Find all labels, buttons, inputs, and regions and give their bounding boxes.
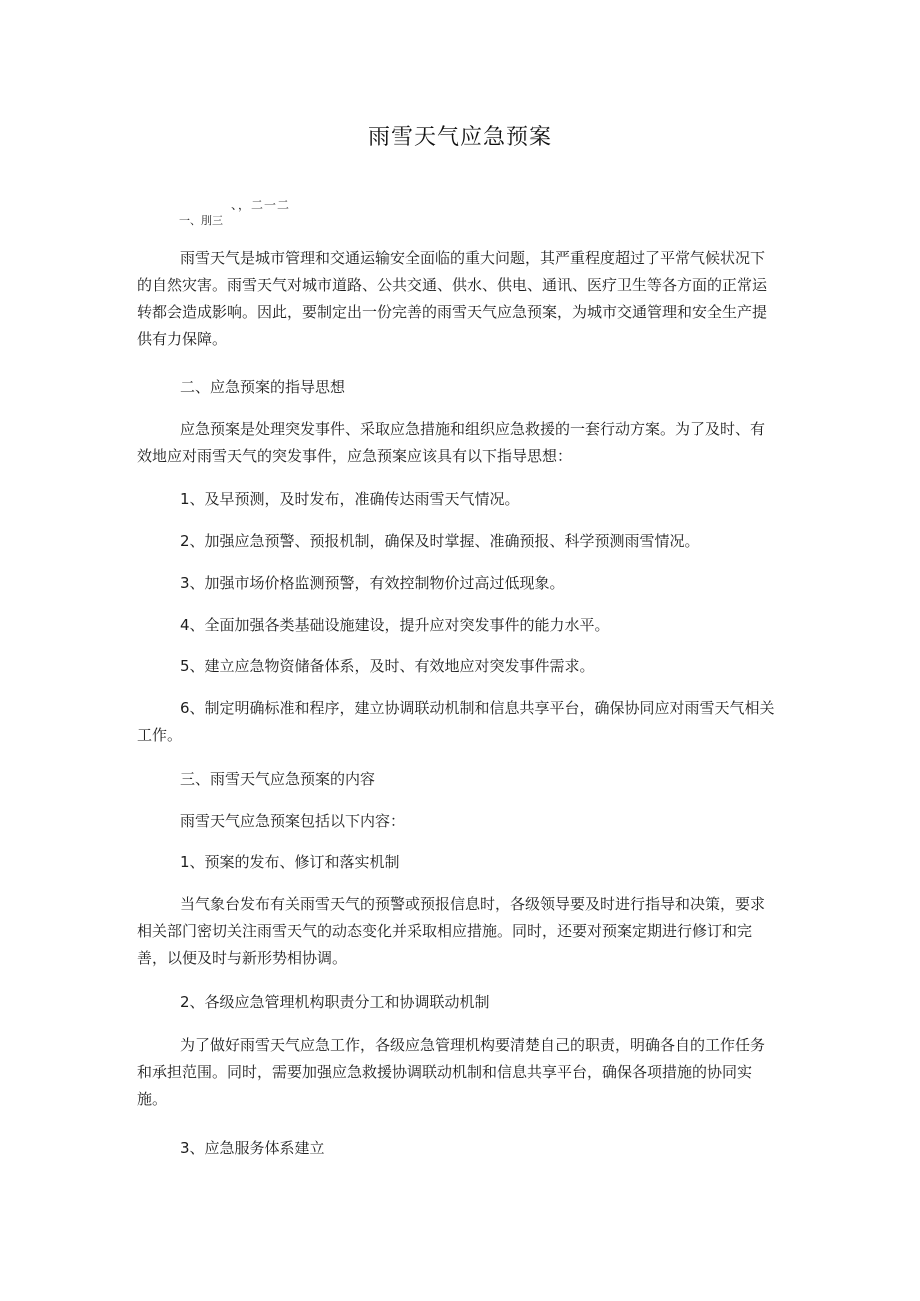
subheading-text: 2、各级应急管理机构职责分工和协调联动机制	[180, 993, 490, 1011]
list-item-text: 工作。	[137, 726, 183, 744]
paragraph-line: 雨雪天气是城市管理和交通运输安全面临的重大问题，其严重程度超过了平常气候状况下	[180, 249, 766, 267]
paragraph-content-intro	[137, 808, 797, 835]
paragraph-line: 供有力保障。	[137, 330, 228, 348]
document-title: 雨雪天气应急预案	[367, 125, 552, 150]
paragraph-line: 当气象台发布有关雨雪天气的预警或预报信息时，各级领导要及时进行指导和决策，要求	[180, 895, 766, 913]
list-item-text: 2、加强应急预警、预报机制，确保及时掌握、准确预报、科学预测雨雪情况。	[180, 532, 700, 550]
paragraph-line: 施。	[137, 1090, 168, 1108]
paragraph-line: 的自然灾害。雨雪天气对城市道路、公共交通、供水、供电、通讯、医疗卫生等各方面的正常运	[137, 276, 768, 294]
paragraph-preface	[137, 245, 797, 353]
subheading-text: 1、预案的发布、修订和落实机制	[180, 853, 400, 871]
paragraph-line: 为了做好雨雪天气应急工作，各级应急管理机构要清楚自己的职责，明确各自的工作任务	[180, 1036, 766, 1054]
paragraph-line: 效地应对雨雪天气的突发事件，应急预案应该具有以下指导思想：	[137, 447, 573, 465]
list-item-text: 6、制定明确标准和程序，建立协调联动机制和信息共享平台，确保协同应对雨雪天气相关	[180, 699, 775, 717]
section-heading-guiding-thought	[137, 374, 797, 401]
list-item	[137, 486, 797, 513]
subheading	[137, 849, 797, 876]
list-item-text: 1、及早预测，及时发布，准确传达雨雪天气情况。	[180, 490, 520, 508]
section-heading-garbled-top: 、，二一二	[231, 198, 291, 212]
section-heading-garbled-bottom: 一、刖三	[179, 214, 223, 227]
paragraph-line: 善，以便及时与新形势相协调。	[137, 949, 348, 967]
paragraph-release-revision	[137, 891, 797, 972]
heading-text: 二、应急预案的指导思想	[180, 378, 346, 396]
paragraph-line: 雨雪天气应急预案包括以下内容：	[180, 812, 406, 830]
list-item	[137, 612, 797, 639]
list-item-text: 5、建立应急物资储备体系，及时、有效地应对突发事件需求。	[180, 657, 595, 675]
list-item	[137, 653, 797, 680]
heading-text: 三、雨雪天气应急预案的内容	[180, 770, 376, 788]
subheading	[137, 989, 797, 1016]
paragraph-guiding-intro	[137, 416, 797, 470]
list-item-text: 4、全面加强各类基础设施建设，提升应对突发事件的能力水平。	[180, 616, 610, 634]
list-item	[137, 570, 797, 597]
paragraph-line: 和承担范围。同时，需要加强应急救援协调联动机制和信息共享平台，确保各项措施的协同实	[137, 1063, 753, 1081]
paragraph-line: 相关部门密切关注雨雪天气的动态变化并采取相应措施。同时，还要对预案定期进行修订和完	[137, 922, 753, 940]
paragraph-line: 应急预案是处理突发事件、采取应急措施和组织应急救援的一套行动方案。为了及时、有	[180, 420, 766, 438]
list-item	[137, 695, 797, 749]
subheading-text: 3、应急服务体系建立	[180, 1139, 325, 1157]
section-heading-plan-content	[137, 766, 797, 793]
paragraph-line: 转都会造成影响。因此，要制定出一份完善的雨雪天气应急预案，为城市交通管理和安全生产提	[137, 303, 768, 321]
list-item	[137, 528, 797, 555]
paragraph-responsibilities	[137, 1032, 797, 1113]
list-item-text: 3、加强市场价格监测预警，有效控制物价过高过低现象。	[180, 574, 565, 592]
subheading	[137, 1135, 797, 1162]
